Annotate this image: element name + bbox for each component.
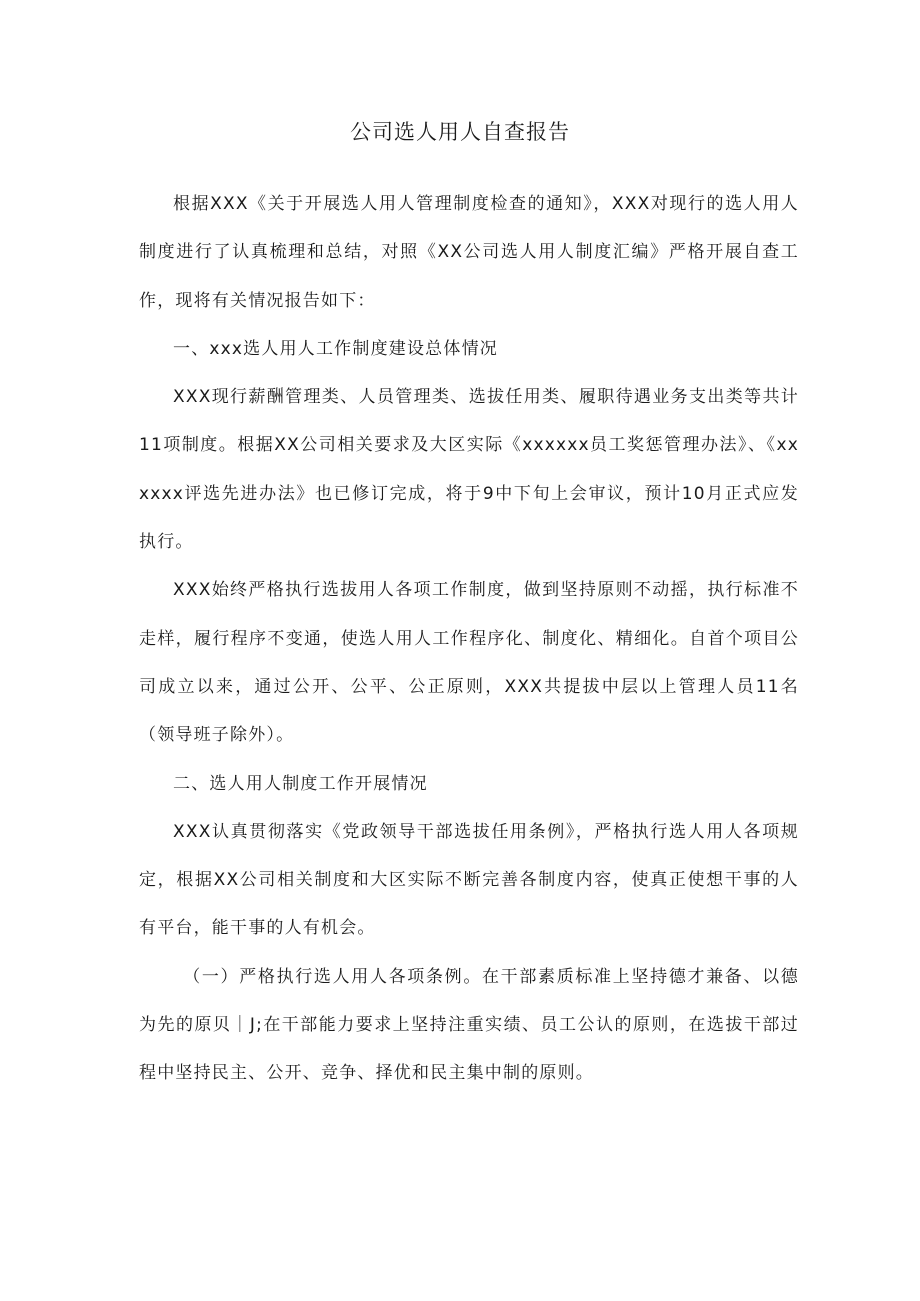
subsection-paragraph-1: （一）严格执行选人用人各项条例。在干部素质标准上坚持德才兼备、以德为先的原贝｜J;在干部能力要求上坚持注重实绩、员工公认的原则，在选拔干部过程中坚持民主、公开、竞争、择优和民主集中制的原则。 bbox=[139, 966, 799, 1084]
system-overview-paragraph: XXX现行薪酬管理类、人员管理类、选拔任用类、履职待遇业务支出类等共计11项制度。根据XX公司相关要求及大区实际《xxxxxx员工奖惩管理办法》、《xxxxxx评选先进办法》也已修订完成，将于9中下旬上会审议，预计10月正式应发执行。 bbox=[139, 387, 799, 553]
document-body bbox=[139, 180, 799, 1098]
document-title: 公司选人用人自查报告 bbox=[350, 120, 570, 144]
execution-paragraph: XXX始终严格执行选拔用人各项工作制度，做到坚持原则不动摇，执行标准不走样，履行程序不变通，使选人用人工作程序化、制度化、精细化。自首个项目公司成立以来，通过公开、公平、公正原则，XXX共提拔中层以上管理人员11名（领导班子除外）。 bbox=[139, 580, 799, 746]
intro-paragraph: 根据XXX《关于开展选人用人管理制度检查的通知》，XXX对现行的选人用人制度进行了认真梳理和总结，对照《XX公司选人用人制度汇编》严格开展自查工作，现将有关情况报告如下： bbox=[139, 194, 799, 311]
section-heading-1: 一、xxx选人用人工作制度建设总体情况 bbox=[173, 338, 498, 359]
section-heading-2: 二、选人用人制度工作开展情况 bbox=[173, 773, 428, 794]
implementation-paragraph: XXX认真贯彻落实《党政领导干部选拔任用条例》，严格执行选人用人各项规定，根据XX公司相关制度和大区实际不断完善各制度内容，使真正使想干事的人有平台，能干事的人有机会。 bbox=[139, 821, 799, 939]
